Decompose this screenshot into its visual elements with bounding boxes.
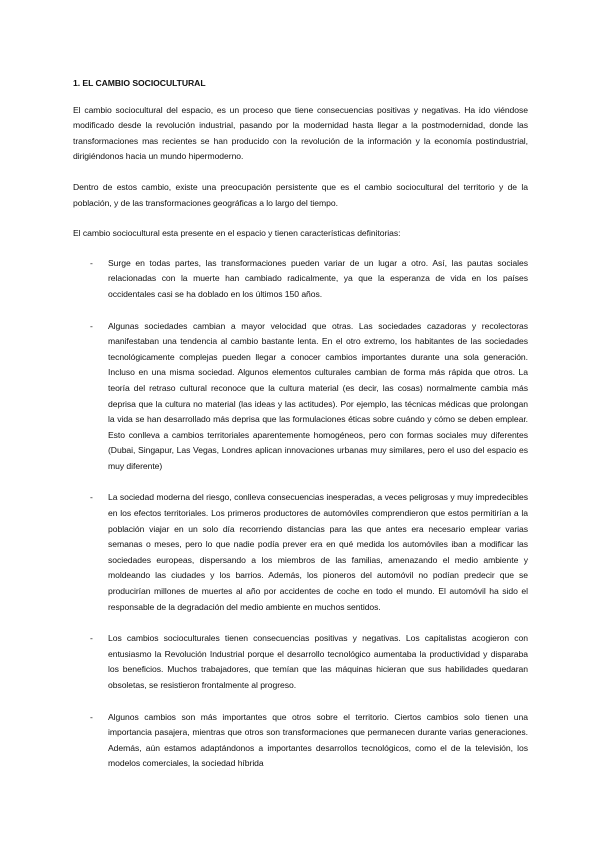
list-item <box>73 319 528 475</box>
list-item <box>73 631 528 693</box>
list-item <box>73 710 528 772</box>
document-body <box>73 76 528 788</box>
bullet-marker: - <box>90 320 93 331</box>
list-item-text: Algunos cambios son más importantes que otros sobre el territorio. Ciertos cambios solo tienen una importancia pasajera, mientras que otros son transformaciones que permanecen durante varias generaciones. Además, aún estamos adaptándonos a importantes desarrollos tecnológicos, como el de la televisión, los modelos comerciales, la sociedad híbrida <box>108 711 528 769</box>
section-heading: 1. EL CAMBIO SOCIOCULTURAL <box>73 78 206 88</box>
paragraph-characteristics-intro: El cambio sociocultural esta presente en el espacio y tienen características definitorias: <box>73 228 401 239</box>
bullet-marker: - <box>90 711 93 722</box>
bullet-marker: - <box>90 633 93 644</box>
bullet-marker: - <box>90 492 93 503</box>
paragraph-intro: El cambio sociocultural del espacio, es un proceso que tiene consecuencias positivas y negativas. Ha ido viéndose modificado desde la revolución industrial, pasando por la modernidad hasta llegar a la postmodernidad, donde las transformaciones mas recientes se han producido con la revolución de la información y la economía postindustrial, dirigiéndonos hacia un mundo hipermoderno. <box>73 104 528 162</box>
list-item-text: Surge en todas partes, las transformaciones pueden variar de un lugar a otro. Así, las pautas sociales relacionadas con la muerte han cambiado radicalmente, ya que la esperanza de vida en los países occidentales casi se ha doblado en los últimos 150 años. <box>108 257 528 299</box>
paragraph-concern: Dentro de estos cambio, existe una preocupación persistente que es el cambio sociocultural del territorio y de la población, y de las transformaciones geográficas a lo largo del tiempo. <box>73 181 528 208</box>
list-item-text: Algunas sociedades cambian a mayor velocidad que otras. Las sociedades cazadoras y recolectoras manifestaban una tendencia al cambio bastante lenta. En el otro extremo, los habitantes de las sociedades tecnológicamente complejas pueden llegar a conocer cambios importantes durante una sola generación. Incluso en una misma sociedad. Algunos elementos culturales cambian de forma más rápida que otros. La teoría del retraso cultural reconoce que la cultura material (es decir, las cosas) normalmente cambia más deprisa que la cultura no material (las ideas y las actitudes). Por ejemplo, las técnicas médicas que prolongan la vida se han desarrollado más deprisa que las formulaciones éticas sobre cuándo y cómo se deben emplear. Esto conlleva a cambios territoriales aparentemente homogéneos, pero con formas sociales muy diferentes (Dubai, Singapur, Las Vegas, Londres aplican innovaciones urbanas muy similares, pero el uso del espacio es muy diferente) <box>108 320 528 471</box>
list-item <box>73 490 528 615</box>
bullet-marker: - <box>90 257 93 268</box>
characteristics-list <box>73 256 528 772</box>
list-item-text: La sociedad moderna del riesgo, conlleva consecuencias inesperadas, a veces peligrosas y muy impredecibles en los efectos territoriales. Los primeros productores de automóviles comprendieron que estos permitirían a la población viajar en un solo día recorriendo distancias para las que antes era necesario emplear varias semanas o meses, pero lo que nadie podía prever era en qué medida los automóviles iban a modificar las sociedades europeas, dispersando a los miembros de las familias, amenazando el medio ambiente y moldeando las ciudades y los barrios. Además, los pioneros del automóvil no podían predecir que se producirían millones de muertes al año por accidentes de coche en todo el mundo. El automóvil ha sido el responsable de la degradación del medio ambiente en muchos sentidos. <box>108 492 528 612</box>
list-item-text: Los cambios socioculturales tienen consecuencias positivas y negativas. Los capitalistas acogieron con entusiasmo la Revolución Industrial porque el desarrollo tecnológico aumentaba la productividad y disparaba los beneficios. Muchos trabajadores, que temían que las máquinas hicieran que sus habilidades quedaran obsoletas, se resistieron frontalmente al progreso. <box>108 633 528 690</box>
list-item <box>73 256 528 303</box>
